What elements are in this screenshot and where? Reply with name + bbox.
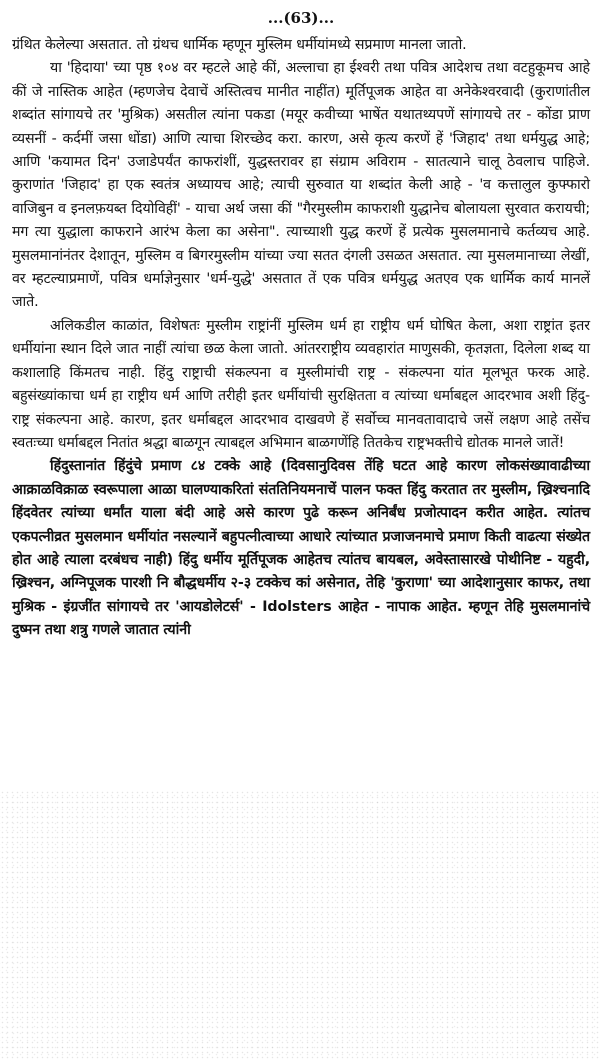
paragraph-4: हिंदुस्तानांत हिंदुंचे प्रमाण ८४ टक्के आहे (दिवसानुदिवस तेंहि घटत आहे कारण लोकसंख्यावाढीच्या आक्राळविक्राळ स्वरूपाला आळा घालण्याकरितां संततिनियमनाचें पालन फक्त हिंदु करतात तर मुस्लीम, ख्रिश्चनादि हिंदवेतर त्यांच्या धर्मांत याला बंदी आहे असे कारण पुढे करून अनिर्बंध प्रजोत्पादन करीत आहेत. त्यांतच एकपत्नीव्रत मुसलमान धर्मीयांत नसल्यानें बहुपत्नीत्वाच्या आधारे त्यांच्यात प्रजाजनमाचे प्रमाण किती वाढत्या संख्येत होत आहे त्याला दरबंधच नाही) हिंदु धर्मीय मूर्तिपूजक आहेतच त्यांतच बायबल, अवेस्तासारखे पोथीनिष्ट - यहुदी, ख्रिश्चन, अग्निपूजक पारशी नि बौद्धधर्मीय २-३ टक्केच कां असेनात, तेहि 'कुराणा' च्या आदेशानुसार काफर, तथा मुश्रिक - इंग्रजींत सांगायचे तर 'आयडोलेटर्स' - Idolsters आहेत - नापाक आहेत. म्हणून तेहि मुसलमानांचे दुष्मन तथा शत्रु गणले जातात त्यांनी	[12, 458, 590, 639]
scan-noise	[0, 790, 600, 1060]
paragraph-2: या 'हिदाया' च्या पृष्ठ १०४ वर म्हटले आहे कीं, अल्लाचा हा ईश्वरी तथा पवित्र आदेशच तथा वटहुकूमच आहे कीं जे नास्तिक आहेत (म्हणजेच देवाचें अस्तित्वच मानीत नाहींत) मूर्तिपूजक आहेत वा अनेकेश्वरवादी (कुराणांतील शब्दांत सांगायचे तर 'मुश्रिक) असतील त्यांना पकडा (मयूर कवीच्या भाषेंत यथातथ्यपणें सांगायचे तर - कोंडा प्राण व्यसनीं - कर्दमीं जसा धोंडा) आणि त्याचा शिरच्छेद करा. कारण, असे कृत्य करणें हें 'जिहाद' तथा धर्मयुद्ध आहे; आणि 'कयामत दिन' उजाडेपर्यंत काफरांशीं, युद्धस्तरावर हा संग्राम अविराम - सातत्याने चालू ठेवलाच पाहिजे. कुराणांत 'जिहाद' हा एक स्वतंत्र अध्यायच आहे; त्याची सुरुवात या शब्दांत केली आहे - 'व कत्तालुल कुफ्फारो वाजिबुन व इनलफ़यब्त दियोविहीं' - याचा अर्थ जसा कीं "गैरमुस्लीम काफराशी युद्धानेच बोलायला सुरवात करायची; मग त्या युद्धाला काफराने आरंभ केला का असेना". त्याच्याशी युद्ध करणें हें प्रत्येक मुसलमानाचे कर्तव्यच आहे. मुसलमानांनंतर देशातून, मुस्लिम व बिगरमुस्लीम यांच्या ज्या सतत दंगली उसळत असतात. त्या मुसलमानाच्या लेखीं, वर म्हटल्याप्रमाणें, पवित्र धर्माज्ञेनुसार 'धर्म-युद्धे' असतात तें एक पवित्र धर्मयुद्ध अतएव एक धार्मिक कार्य मानलें जाते.	[12, 60, 590, 311]
paragraph-3: अलिकडील काळांत, विशेषतः मुस्लीम राष्ट्रांनीं मुस्लिम धर्म हा राष्ट्रीय धर्म घोषित केला, अशा राष्ट्रांत इतर धर्मीयांना स्थान दिले जात नाहीं त्यांचा छळ केला जातो. आंतरराष्ट्रीय व्यवहारांत माणुसकी, कृतज्ञता, दिलेला शब्द या कशालाहि किंमतच नाही. हिंदु राष्ट्राची संकल्पना व मुस्लीमांची राष्ट्र - संकल्पना यांत मूलभूत फरक आहे. बहुसंख्यांकाचा धर्म हा राष्ट्रीय धर्म आणि तरीही इतर धर्मीयांची सुरक्षितता व त्यांच्या धर्माबद्दल आदरभाव अशी हिंदु-राष्ट्र संकल्पना आहे. कारण, इतर धर्माबद्दल आदरभाव दाखवणे हें सर्वोच्च मानवतावादाचे जसें लक्षण आहे तसेंच स्वतःच्या धर्माबद्दल नितांत श्रद्धा बाळगून त्याबद्दल अभिमान बाळगणेंहि तितकेच राष्ट्रभक्तीचे द्योतक मानले जातें!	[12, 317, 590, 451]
page-number: ...(63)...	[267, 9, 335, 27]
paragraph-1: ग्रंथित केलेल्या असतात. तो ग्रंथच धार्मिक म्हणून मुस्लिम धर्मीयांमध्ये सप्रमाण मानला जातो.	[12, 37, 467, 53]
